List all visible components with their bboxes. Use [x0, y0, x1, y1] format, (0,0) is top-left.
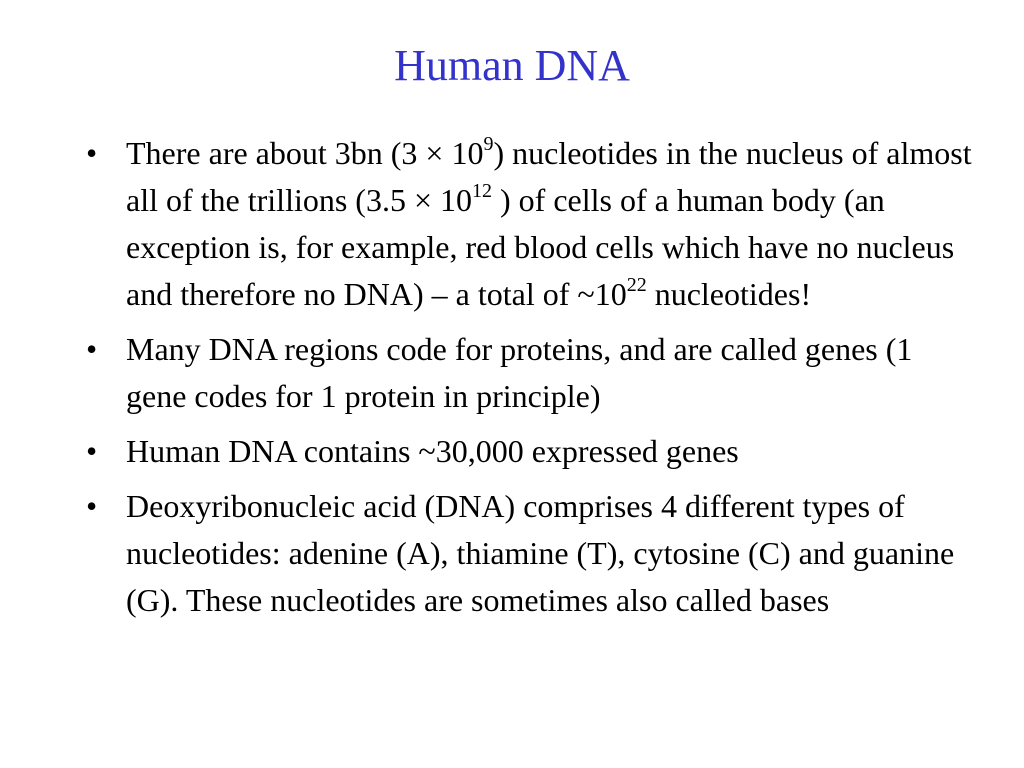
bullet-text-part: nucleotides! — [646, 276, 812, 312]
bullet-item-genes — [86, 326, 976, 420]
bullet-icon: • — [86, 488, 98, 524]
bullet-icon: • — [86, 331, 98, 367]
bullet-item-expressed-genes — [86, 428, 976, 475]
bullet-text: Many DNA regions code for proteins, and are called genes (1 gene codes for 1 protein in principle) — [126, 331, 913, 414]
bullet-text: Human DNA contains ~30,000 expressed genes — [126, 433, 739, 469]
exponent: 12 — [472, 180, 492, 203]
slide-title: Human DNA — [394, 41, 630, 90]
bullet-item-nucleotide-types — [86, 483, 976, 624]
exponent: 9 — [483, 133, 494, 156]
bullet-list — [86, 130, 976, 632]
bullet-icon: • — [86, 135, 98, 171]
bullet-text-part: There are about 3bn (3 × 10 — [126, 135, 484, 171]
bullet-item-nucleotide-count — [86, 130, 976, 318]
bullet-icon: • — [86, 433, 98, 469]
bullet-text-part: ) nucleotides in the nucleus of almost all of the trillions (3.5 × 10 — [126, 135, 972, 218]
bullet-text-part: ) of cells of a human body (an exception is, for example, red blood cells which have no nucleus and therefore no DNA) – a total of ~10 — [126, 182, 955, 312]
bullet-text: Deoxyribonucleic acid (DNA) comprises 4 different types of nucleotides: adenine (A), thiamine (T), cytosine (C) and guanine (G). These nucleotides are sometimes also called bases — [126, 488, 955, 618]
exponent: 22 — [626, 274, 647, 297]
